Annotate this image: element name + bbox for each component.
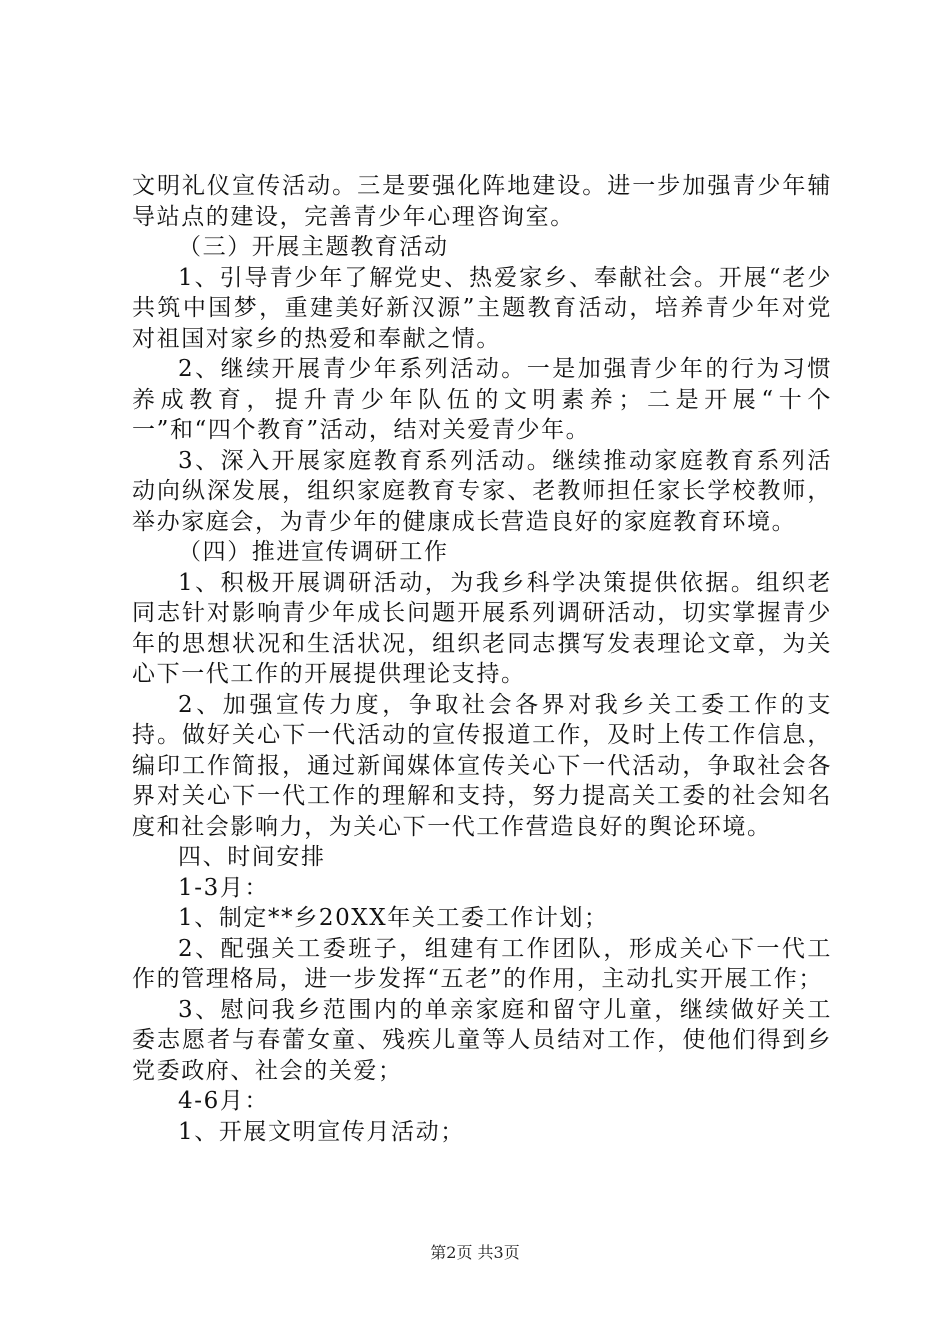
section-heading-three: （三）开展主题教育活动 bbox=[178, 234, 449, 260]
paragraph-item: 1、积极开展调研活动，为我乡科学决策提供依据。组织老同志针对影响青少年成长问题开展系列调研活动，切实掌握青少年的思想状况和生活状况，组织老同志撰写发表理论文章，为关心下一代工作的开展提供理论支持。 bbox=[132, 569, 832, 687]
paragraph-item: 1、引导青少年了解党史、热爱家乡、奉献社会。开展“老少共筑中国梦，重建美好新汉源”主题教育活动，培养青少年对党对祖国对家乡的热爱和奉献之情。 bbox=[132, 264, 832, 352]
schedule-period: 1-3月： bbox=[178, 874, 270, 901]
schedule-item: 2、配强关工委班子，组建有工作团队，形成关心下一代工作的管理格局，进一步发挥“五老”的作用，主动扎实开展工作； bbox=[132, 935, 832, 992]
page-footer bbox=[0, 1243, 950, 1263]
schedule-item: 3、慰问我乡范围内的单亲家庭和留守儿童，继续做好关工委志愿者与春蕾女童、残疾儿童等人员结对工作，使他们得到乡党委政府、社会的关爱； bbox=[132, 996, 832, 1084]
paragraph-item: 2、加强宣传力度，争取社会各界对我乡关工委工作的支持。做好关心下一代活动的宣传报道工作，及时上传工作信息，编印工作简报，通过新闻媒体宣传关心下一代活动，争取社会各界对关心下一代工作的理解和支持，努力提高关工委的社会知名度和社会影响力，为关心下一代工作营造良好的舆论环境。 bbox=[132, 691, 832, 840]
section-heading-schedule: 四、时间安排 bbox=[178, 844, 326, 870]
paragraph-item: 3、深入开展家庭教育系列活动。继续推动家庭教育系列活动向纵深发展，组织家庭教育专家、老教师担任家长学校教师，举办家庭会，为青少年的健康成长营造良好的家庭教育环境。 bbox=[132, 447, 832, 535]
section-heading-four: （四）推进宣传调研工作 bbox=[178, 539, 449, 565]
paragraph-item: 2、继续开展青少年系列活动。一是加强青少年的行为习惯养成教育，提升青少年队伍的文明素养；二是开展“十个一”和“四个教育”活动，结对关爱青少年。 bbox=[132, 356, 832, 443]
paragraph-continuation: 文明礼仪宣传活动。三是要强化阵地建设。进一步加强青少年辅导站点的建设，完善青少年心理咨询室。 bbox=[132, 173, 832, 230]
schedule-item: 1、制定**乡20XX年关工委工作计划； bbox=[178, 905, 609, 931]
schedule-item: 1、开展文明宣传月活动； bbox=[178, 1118, 465, 1145]
schedule-period: 4-6月： bbox=[178, 1088, 270, 1114]
document-body bbox=[132, 171, 832, 1147]
page-number: 第2页 共3页 bbox=[430, 1243, 520, 1262]
